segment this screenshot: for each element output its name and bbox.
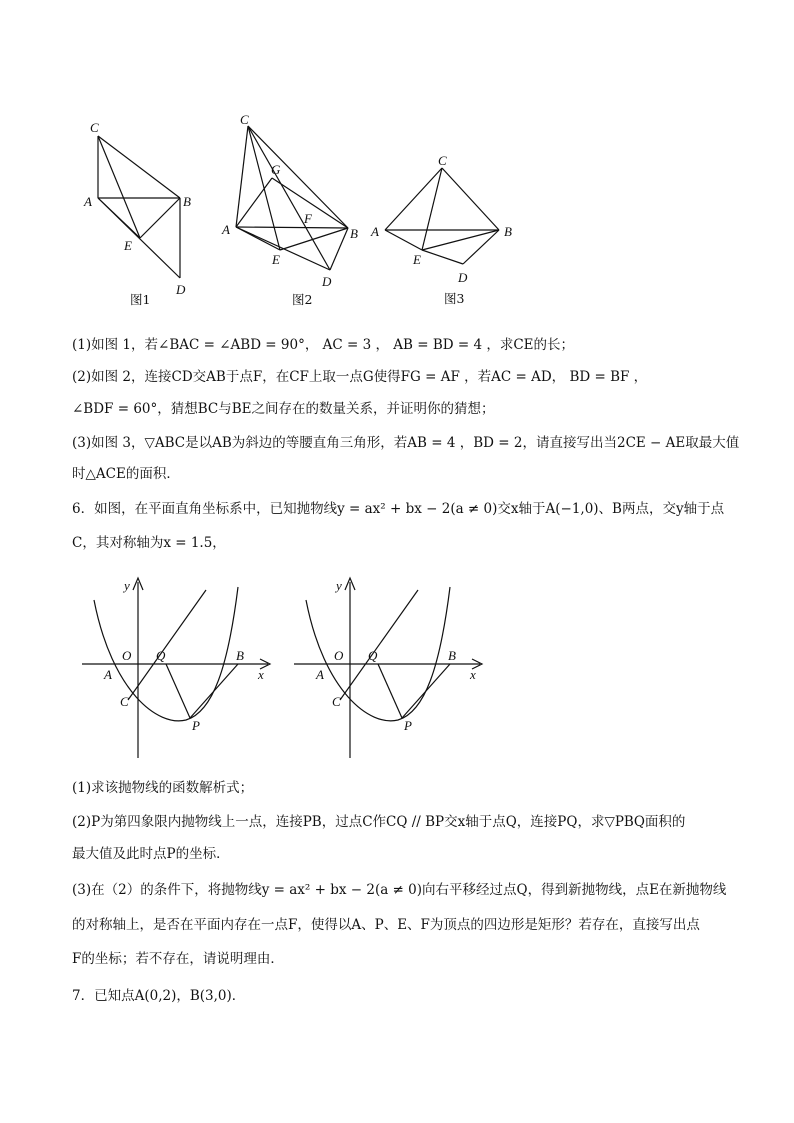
q6-part2-line2: 最大值及此时点P的坐标． [72, 846, 230, 862]
fig1-label-c: C [90, 120, 99, 135]
q6-left-label-q: Q [156, 648, 166, 663]
q6-stem-line2: C，其对称轴为x = 1.5， [72, 535, 226, 551]
q6-right-label-o: O [334, 648, 344, 663]
q6-graph-left-drawing [78, 572, 278, 762]
q6-left-label-p: P [192, 718, 200, 733]
q6-part3-line2: 的对称轴上，是否在平面内存在一点F，使得以A、P、E、F为顶点的四边形是矩形？若存在，直接写出点 [72, 917, 700, 933]
figure-2-drawing [220, 110, 370, 315]
q5-part1: (1)如图 1，若∠BAC = ∠ABD = 90°， AC = 3 ， AB = BD = 4 ，求CE的长； [72, 337, 575, 353]
q6-right-label-y: y [336, 578, 342, 593]
q6-part2-line1: (2)P为第四象限内抛物线上一点，连接PB，过点C作CQ // BP交x轴于点Q，连接PQ，求▽PBQ面积的 [72, 814, 686, 830]
q6-right-label-q: Q [368, 648, 378, 663]
q6-left-label-o: O [122, 648, 132, 663]
fig2-label-a: A [222, 222, 230, 237]
fig2-label-b: B [350, 226, 358, 241]
figure-3-drawing [368, 152, 528, 312]
q6-right-label-p: P [404, 718, 412, 733]
q5-part2-line2: ∠BDF = 60°，猜想BC与BE之间存在的数量关系，并证明你的猜想； [72, 401, 495, 417]
fig2-label-g: G [271, 162, 281, 177]
q6-graph-left [78, 572, 278, 762]
q6-right-label-c: C [332, 694, 341, 709]
fig3-label-c: C [438, 153, 447, 168]
fig1-label-a: A [84, 194, 92, 209]
fig3-label-b: B [504, 224, 512, 239]
q6-part3-line3: F的坐标；若不存在，请说明理由． [72, 951, 284, 967]
fig1-label-e: E [124, 238, 132, 253]
figure-3 [368, 152, 528, 312]
fig1-label-d: D [176, 282, 186, 297]
q6-left-label-x: x [258, 667, 264, 682]
q6-graph-right-drawing [290, 572, 490, 762]
figure-1 [84, 118, 194, 318]
q6-stem-line1: 6．如图，在平面直角坐标系中，已知抛物线y = ax² + bx − 2(a ≠ 0)交x轴于A(−1,0)、B两点，交y轴于点 [72, 501, 725, 517]
q5-part2-line1: (2)如图 2，连接CD交AB于点F，在CF上取一点G使得FG = AF ，若AC = AD， BD = BF ， [72, 369, 648, 385]
fig3-label-a: A [371, 224, 379, 239]
q5-part3-line2: 时△ACE的面积． [72, 466, 180, 482]
fig2-label-e: E [272, 252, 280, 267]
fig2-caption: 图2 [292, 292, 313, 307]
q6-left-label-y: y [124, 578, 130, 593]
q7-stem: 7．已知点A(0,2)，B(3,0)． [72, 988, 246, 1004]
q6-left-label-a: A [104, 667, 112, 682]
fig2-label-c: C [240, 112, 249, 127]
q6-part1: (1)求该抛物线的函数解析式； [72, 780, 254, 796]
figure-2 [220, 110, 370, 315]
fig2-label-f: F [304, 211, 312, 226]
figure-1-drawing [84, 118, 194, 318]
fig1-caption: 图1 [130, 292, 151, 307]
fig3-caption: 图3 [444, 291, 465, 306]
fig3-label-e: E [413, 252, 421, 267]
fig2-label-d: D [322, 274, 332, 289]
q5-part3-line1: (3)如图 3，▽ABC是以AB为斜边的等腰直角三角形，若AB = 4 ，BD = 2，请直接写出当2CE − AE取最大值 [72, 435, 740, 451]
fig1-label-b: B [183, 194, 191, 209]
q6-graph-right [290, 572, 490, 762]
q6-right-label-b: B [448, 648, 456, 663]
fig3-label-d: D [458, 270, 468, 285]
q6-left-label-b: B [236, 648, 244, 663]
q6-left-label-c: C [120, 694, 129, 709]
q6-right-label-a: A [316, 667, 324, 682]
q6-right-label-x: x [470, 667, 476, 682]
q6-part3-line1: (3)在（2）的条件下，将抛物线y = ax² + bx − 2(a ≠ 0)向右平移经过点Q，得到新抛物线，点E在新抛物线 [72, 882, 727, 898]
